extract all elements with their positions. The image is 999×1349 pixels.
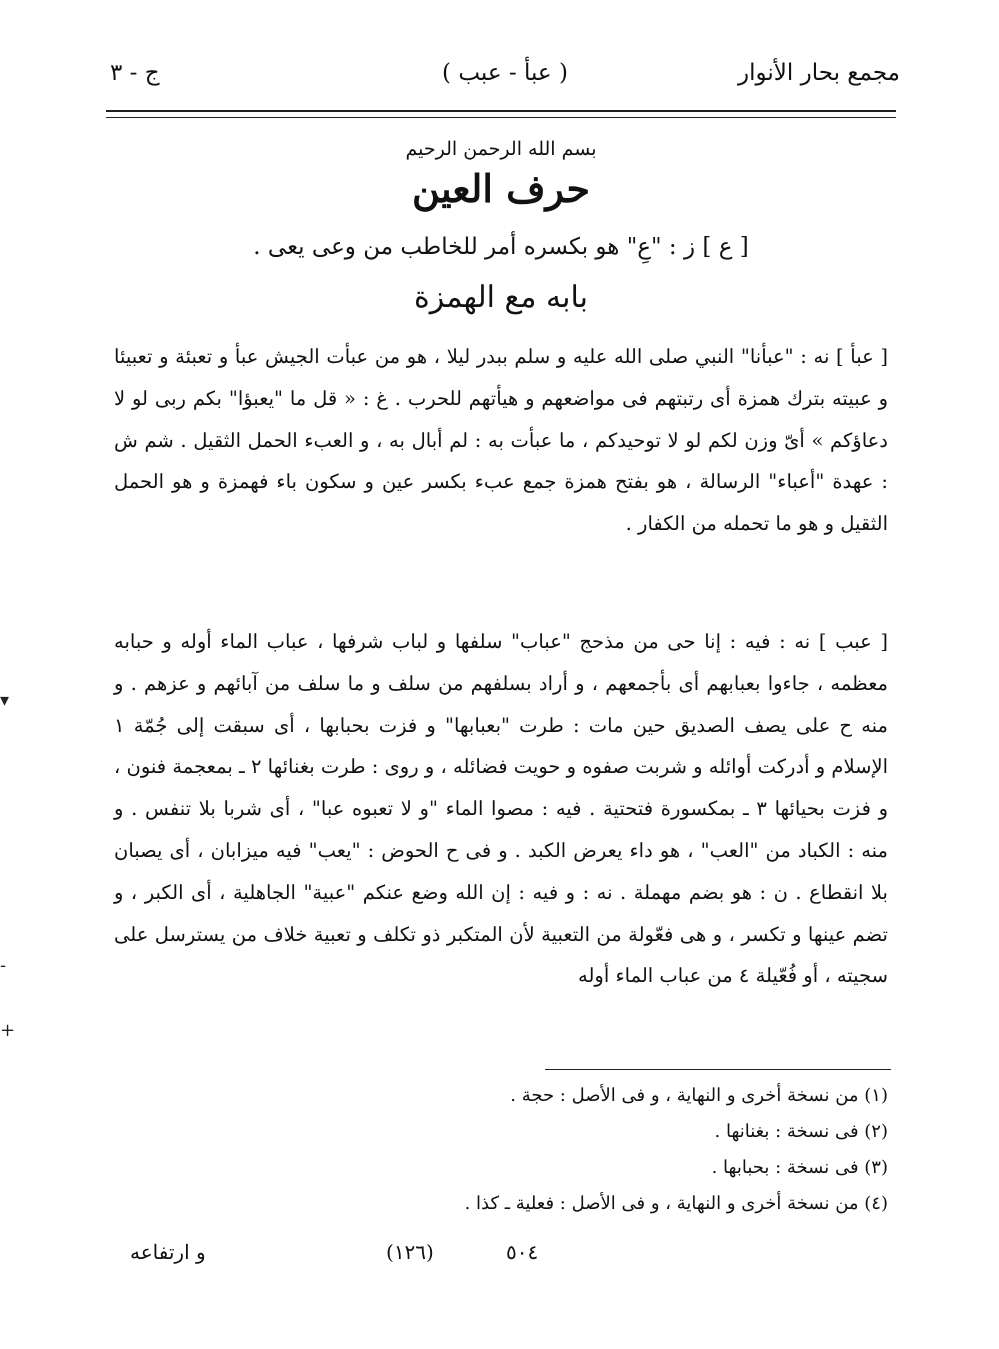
header-rule-thin [106, 117, 896, 118]
page-number: ٥٠٤ [506, 1240, 539, 1264]
entry-abb: [ عبب ] نه : فيه : إنا حى من مذحج "عباب" سلفها و لباب شرفها ، عباب الماء أوله و حبابه معظمه ، جاءوا بعبابهم أى بأجمعهم ، و أراد بسلفهم من سلف و ما سلف من آبائهم و عزهم . و منه ح على يصف الصديق حين مات : طرت "بعبابها" و فزت بحبابها ، أى سبقت إلى جُمّة ١ الإسلام و أدركت أوائله و شربت صفوه و حويت فضائله ، و روى : طرت بغنائها ٢ ـ بمعجمة فنون ، و فزت بحيائها ٣ ـ بمكسورة فتحتية . فيه : مصوا الماء "و لا تعبوه عبا" ، أى شربا بلا تنفس . و منه : الكباد من "العب" ، هو داء يعرض الكبد . و فى ح الحوض : "يعب" فيه ميزابان ، أى يصبان بلا انقطاع . ن : هو بضم مهملة . نه : و فيه : إن الله وضع عنكم "عبية" الجاهلية ، أى الكبر ، و تضم عينها و تكسر ، و هى فعّولة من التعبية لأن المتكبر ذو تكلف و تعبية خلاف من يسترسل على سجيته ، أو فُعّيلة ٤ من عباب الماء أوله [114, 630, 889, 988]
footnote-rule [545, 1069, 891, 1070]
margin-mark: + [0, 1020, 16, 1041]
section-title: حرف العين [412, 166, 590, 211]
footnote: (١) من نسخة أخرى و النهاية ، و فى الأصل : حجة . [510, 1085, 888, 1106]
running-head [110, 56, 900, 100]
catchword: و ارتفاعه [130, 1240, 206, 1264]
margin-mark: ▾ [0, 690, 10, 711]
basmala: بسم الله الرحمن الرحيم [405, 138, 597, 160]
volume-page-number: (١٢٦) [386, 1240, 434, 1264]
margin-mark: - [0, 955, 7, 976]
page-footer [106, 1240, 896, 1280]
chapter-title: بابه مع الهمزة [414, 280, 588, 315]
header-rule-thick [106, 110, 896, 112]
entry-range: ( عبأ - عبب ) [442, 60, 568, 86]
footnote: (٣) فى نسخة : بحبابها . [711, 1157, 888, 1178]
entry-aba: [ عبأ ] نه : "عبأنا" النبي صلى الله عليه و سلم ببدر ليلا ، هو من عبأت الجيش عبأ و تعبئة و تعبيئا و عبيته بترك همزة أى رتبتهم فى مواضعهم و هيأتهم للحرب . غ : « قل ما "يعبؤا" بكم ربى لو لا دعاؤكم » أىّ وزن لكم لو لا توحيدكم ، ما عبأت به : لم أبال به ، و العبء الحمل الثقيل . شم ش : عهدة "أعباء" الرسالة ، هو بفتح همزة جمع عبء بكسر عين و سكون باء فهمزة و هو الحمل الثقيل و هو ما تحمله من الكفار . [114, 345, 888, 536]
book-title: مجمع بحار الأنوار [738, 60, 900, 86]
footnote: (٢) فى نسخة : بغنانها . [714, 1121, 888, 1142]
intro-line: [ ع ] ز : "عِ" هو بكسره أمر للخاطب من وعى يعى . [253, 234, 749, 260]
footnote: (٤) من نسخة أخرى و النهاية ، و فى الأصل : فعلية ـ كذا . [464, 1193, 888, 1214]
footnotes [114, 1078, 888, 1222]
volume-label: ج - ٣ [110, 60, 160, 86]
